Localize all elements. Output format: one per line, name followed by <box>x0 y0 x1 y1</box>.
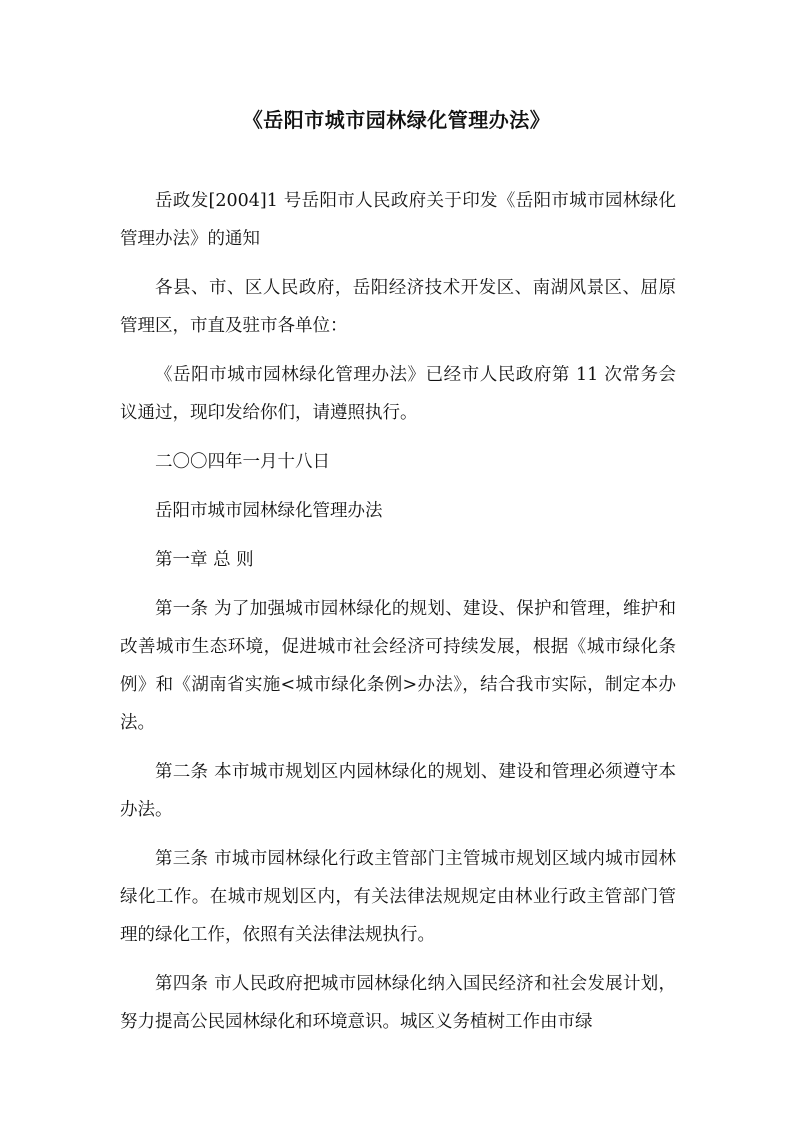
notice-heading: 岳政发[2004]1 号岳阳市人民政府关于印发《岳阳市城市园林绿化管理办法》的通知 <box>120 191 676 249</box>
notice-body: 《岳阳市城市园林绿化管理办法》已经市人民政府第 11 次常务会议通过，现印发给你们，请遵照执行。 <box>120 365 676 423</box>
article-4: 第四条 市人民政府把城市园林绿化纳入国民经济和社会发展计划，努力提高公民园林绿化和环境意识。城区义务植树工作由市绿 <box>120 974 676 1032</box>
article-1: 第一条 为了加强城市园林绿化的规划、建设、保护和管理，维护和改善城市生态环境，促进城市社会经济可持续发展，根据《城市绿化条例》和《湖南省实施<城市绿化条例>办法》，结合我市实际，制定本办法。 <box>120 599 676 733</box>
document-title: 《岳阳市城市园林绿化管理办法》 <box>242 108 551 132</box>
regulation-title: 岳阳市城市园林绿化管理办法 <box>155 501 383 521</box>
addressee-line: 各县、市、区人民政府，岳阳经济技术开发区、南湖风景区、屈原管理区，市直及驻市各单位： <box>120 278 676 336</box>
article-2: 第二条 本市城市规划区内园林绿化的规划、建设和管理必须遵守本办法。 <box>120 762 676 820</box>
article-3: 第三条 市城市园林绿化行政主管部门主管城市规划区域内城市园林绿化工作。在城市规划区内，有关法律法规规定由林业行政主管部门管理的绿化工作，依照有关法律法规执行。 <box>120 849 676 945</box>
chapter-heading: 第一章 总 则 <box>155 550 254 570</box>
notice-date: 二〇〇四年一月十八日 <box>155 452 330 472</box>
document-body <box>120 182 676 1052</box>
